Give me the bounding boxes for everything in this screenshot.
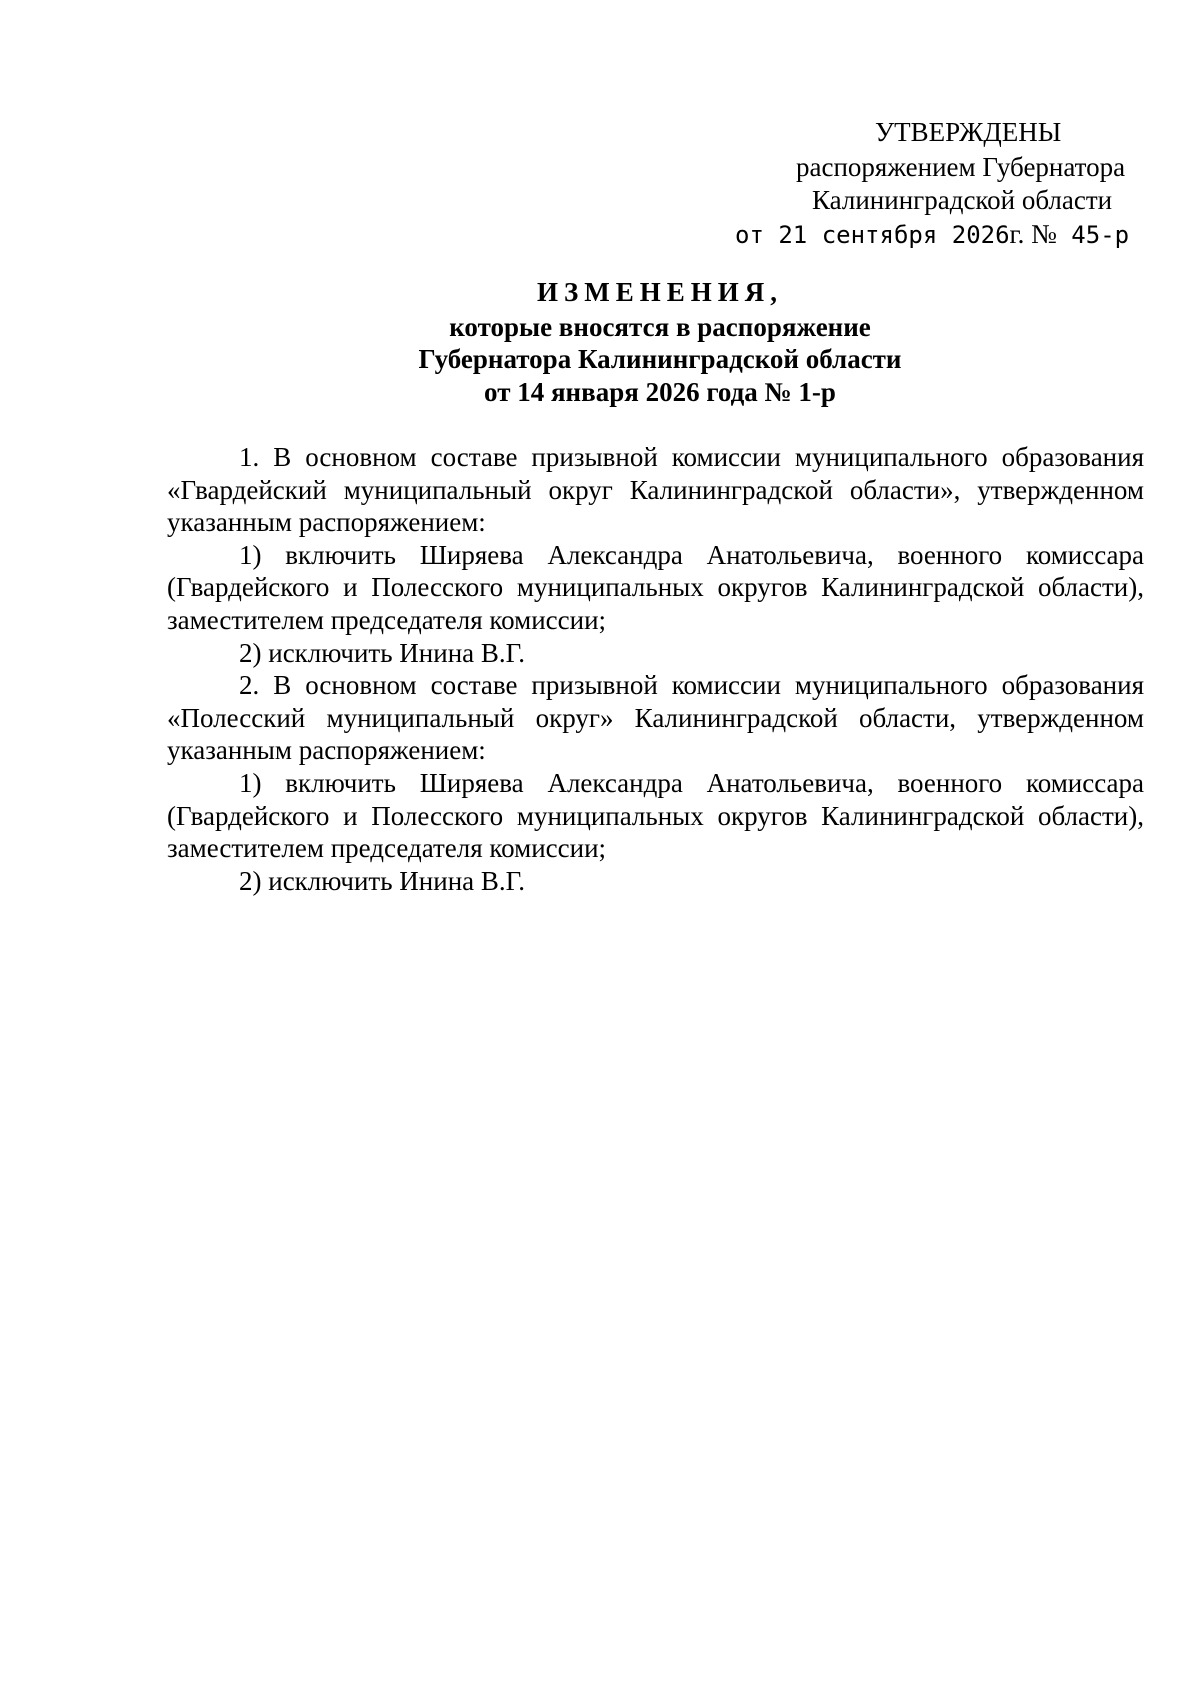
paragraph-2: 2. В основном составе призывной комиссии муниципального образования «Полесский муниципальный округ» Калининградской области, утвержденном указанным распоряжением:	[167, 670, 1144, 766]
document-subtitle-line-1: которые вносятся в распоряжение	[449, 312, 871, 342]
approval-number: 45-р	[1071, 221, 1130, 249]
document-body	[167, 441, 1144, 897]
paragraph-2-item-2: 2) исключить Инина В.Г.	[239, 865, 525, 896]
document-subtitle-line-3: от 14 января 2026 года № 1-р	[484, 377, 836, 407]
paragraph-1-item-1: 1) включить Ширяева Александра Анатольевича, военного комиссара (Гвардейского и Полесского муниципальных округов Калининградской области), заместителем председателя комиссии;	[167, 539, 1144, 635]
paragraph-1-item-2: 2) исключить Инина В.Г.	[239, 637, 525, 668]
approval-date-line	[735, 217, 1129, 252]
approval-issuer-line: распоряжением Губернатора	[796, 152, 1126, 182]
document-subtitle-line-2: Губернатора Калининградской области	[418, 344, 902, 374]
document-title: ИЗМЕНЕНИЯ,	[536, 277, 783, 307]
approval-number-label: г. №	[1009, 219, 1057, 249]
approval-stamp-block	[0, 0, 1200, 250]
approval-heading: УТВЕРЖДЕНЫ	[875, 117, 1062, 147]
paragraph-2-item-1: 1) включить Ширяева Александра Анатольевича, военного комиссара (Гвардейского и Полесского муниципальных округов Калининградской области), заместителем председателя комиссии;	[167, 767, 1144, 864]
approval-region-line: Калининградской области	[812, 185, 1113, 215]
approval-date-prefix: от	[735, 221, 764, 249]
approval-date: 21 сентября 2026	[778, 221, 1010, 249]
paragraph-1: 1. В основном составе призывной комиссии муниципального образования «Гвардейский муниципальный округ Калининградской области», утвержденном указанным распоряжением:	[167, 442, 1144, 538]
